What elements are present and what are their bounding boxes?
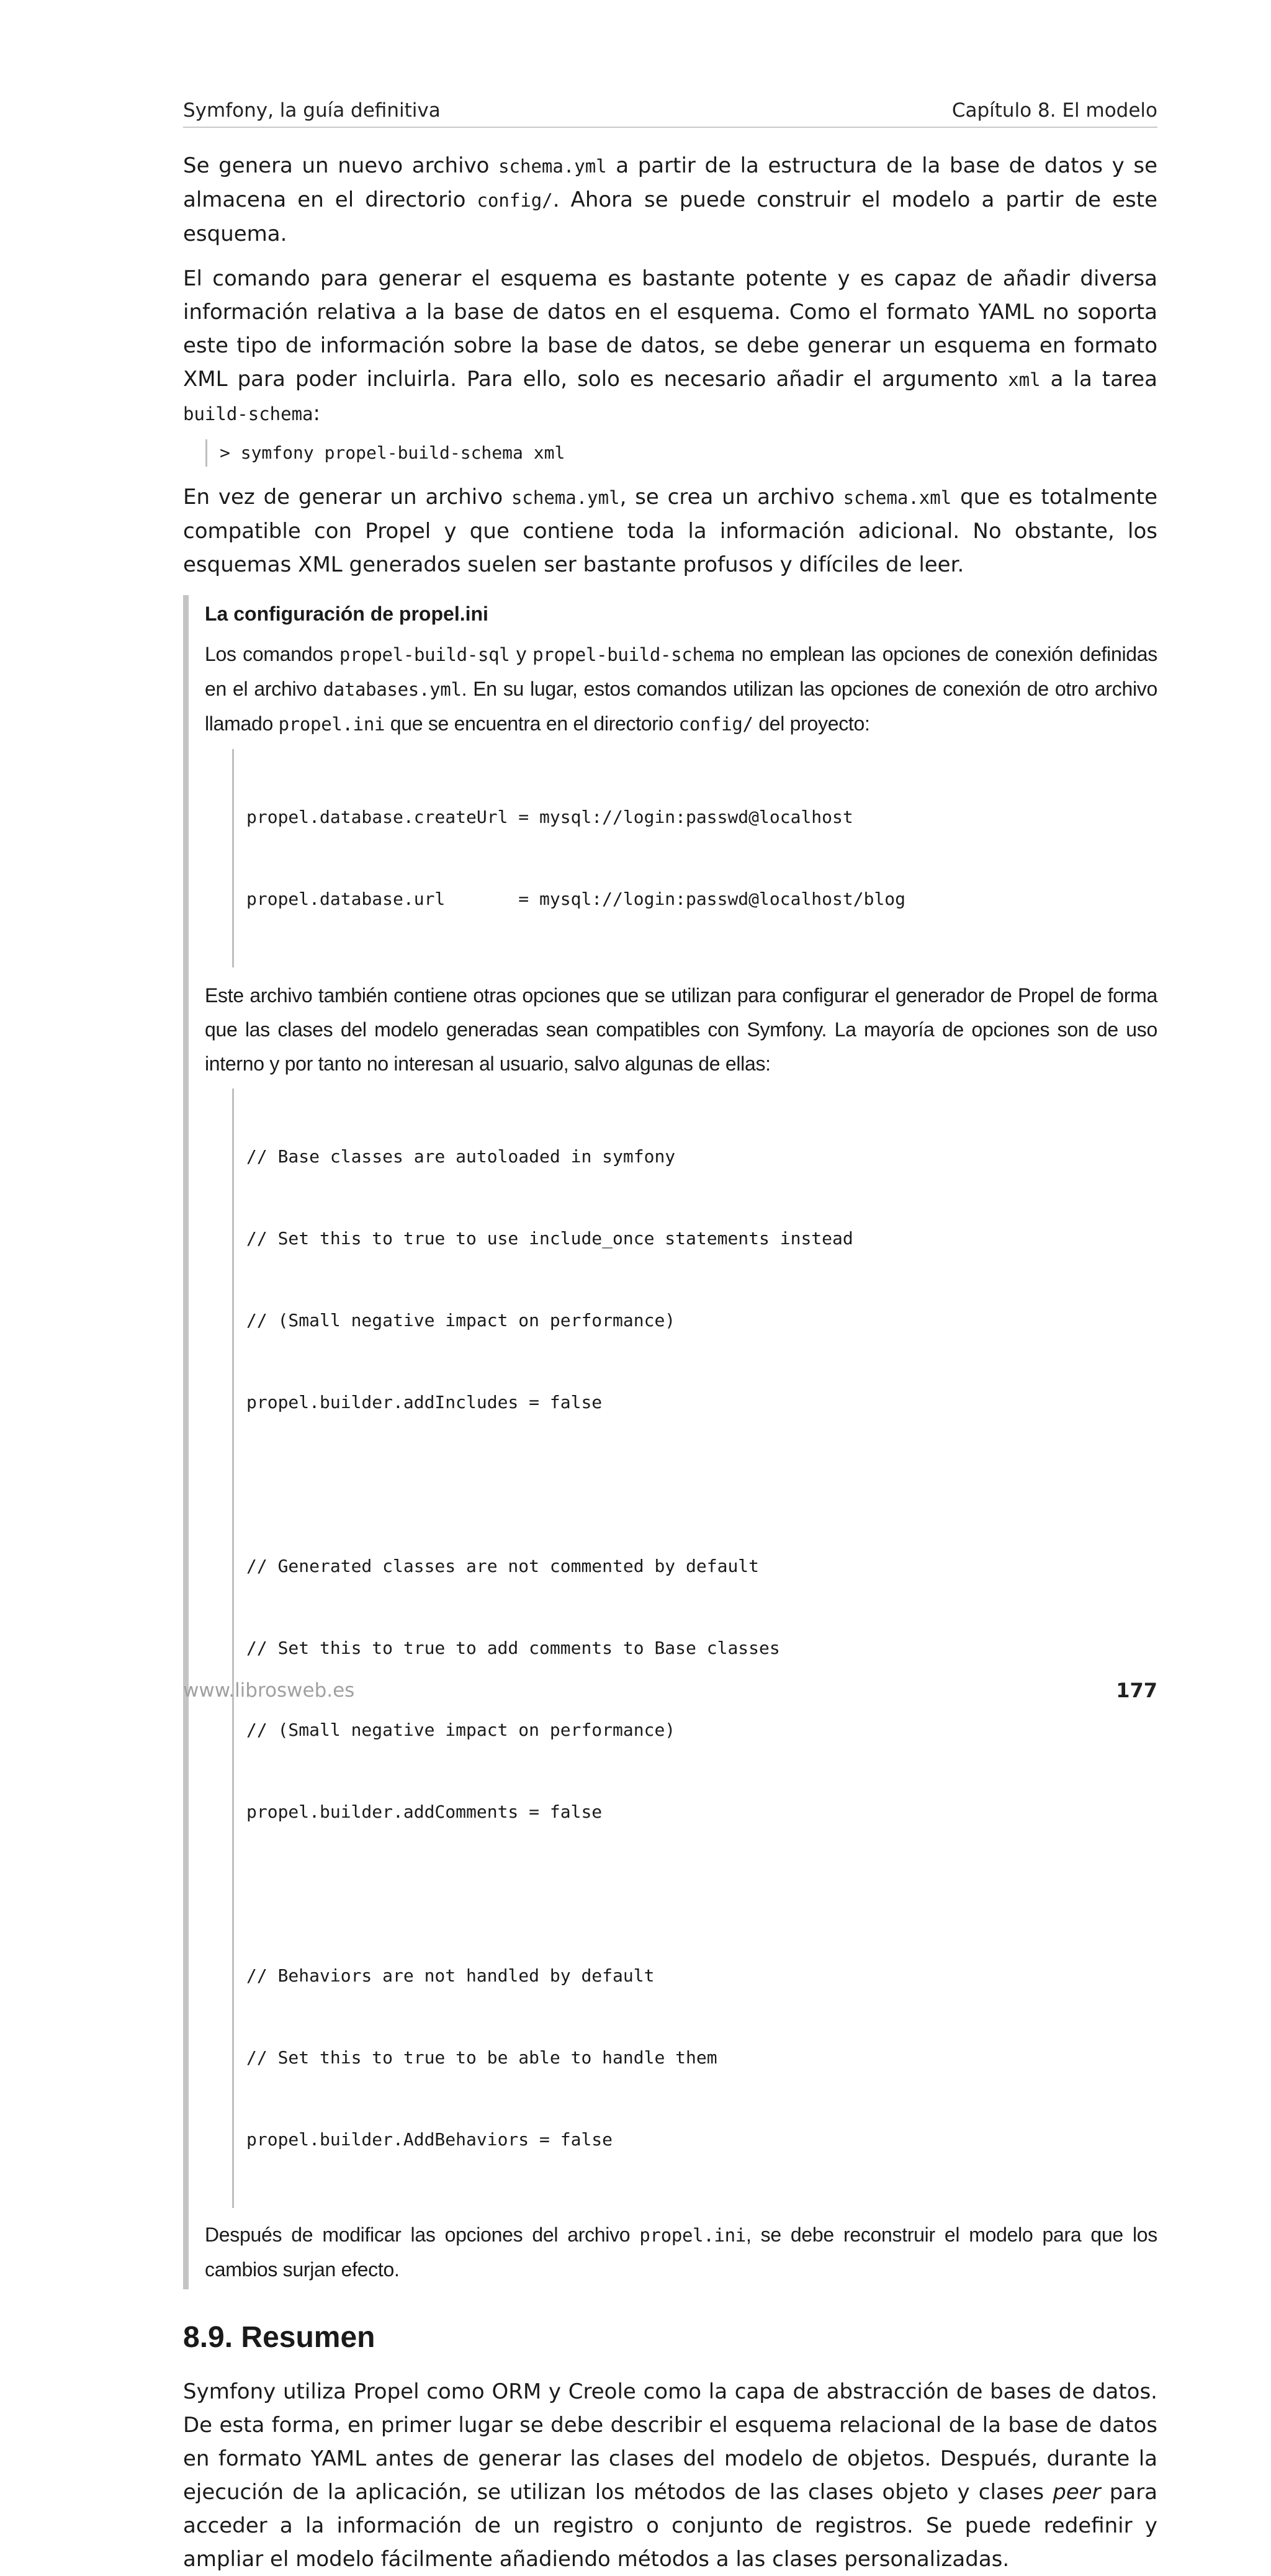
code-line: // Behaviors are not handled by default	[246, 1965, 655, 1986]
code-line: propel.database.createUrl = mysql://login:passwd@localhost	[246, 807, 853, 827]
command-block: > symfony propel-build-schema xml	[205, 439, 1157, 467]
paragraph-schema-generated: Se genera un nuevo archivo schema.yml a partir de la estructura de la base de datos y se almacena en el directorio config/. Ahora se puede construir el modelo a partir de este esquema.	[183, 153, 1157, 246]
sidebar-paragraph-options: Este archivo también contiene otras opciones que se utilizan para configurar el generador de Propel de forma que las clases del modelo generadas sean compatibles con Symfony. La mayoría de opciones son de uso interno y por tanto no interesan al usuario, salvo algunas de ellas:	[205, 984, 1157, 1075]
code-line: propel.builder.addIncludes = false	[246, 1392, 603, 1412]
page-footer	[183, 1679, 1157, 1702]
code-line: // Set this to true to use include_once statements instead	[246, 1228, 853, 1249]
sidebar-paragraph-connection: Los comandos propel-build-sql y propel-build-schema no emplean las opciones de conexión definidas en el archivo databases.yml. En su lugar, estos comandos utilizan las opciones de conexión de otro archivo llamado propel.ini que se encuentra en el directorio config/ del proyecto:	[205, 643, 1157, 735]
sidebar-title: La configuración de propel.ini	[205, 603, 488, 625]
page-content	[183, 93, 1157, 2576]
code-line: propel.builder.addComments = false	[246, 1802, 603, 1822]
code-line: propel.database.url = mysql://login:passwd@localhost/blog	[246, 889, 906, 909]
code-line: // (Small negative impact on performance)	[246, 1310, 676, 1331]
paragraph-schema-xml: En vez de generar un archivo schema.yml, se crea un archivo schema.xml que es totalmente compatible con Propel y que contiene toda la información adicional. No obstante, los esquemas XML generados suelen ser bastante profusos y difíciles de leer.	[183, 485, 1157, 577]
summary-paragraph: Symfony utiliza Propel como ORM y Creole como la capa de abstracción de bases de datos. De esta forma, en primer lugar se debe describir el esquema relacional de la base de datos en formato YAML antes de generar las clases del modelo de objetos. Después, durante la ejecución de la aplicación, se utilizan los métodos de las clases objeto y clases peer para acceder a la información de un registro o conjunto de registros. Se puede redefinir y ampliar el modelo fácilmente añadiendo métodos a las clases personalizadas.	[183, 2379, 1158, 2572]
code-line	[246, 1880, 1157, 1908]
inline-code: propel-build-sql	[339, 644, 510, 665]
code-line: // (Small negative impact on performance)	[246, 1720, 676, 1740]
code-line: // Base classes are autoloaded in symfony	[246, 1146, 676, 1167]
paragraph-build-schema-xml: El comando para generar el esquema es bastante potente y es capaz de añadir diversa información relativa a la base de datos en el esquema. Como el formato YAML no soporta este tipo de información sobre la base de datos, se debe generar un esquema en formato XML para poder incluirla. Para ello, solo es necesario añadir el argumento xml a la tarea build-schema:	[183, 266, 1157, 426]
code-line: // Set this to true to be able to handle them	[246, 2047, 717, 2068]
inline-code: schema.yml	[511, 487, 620, 508]
code-line: // Set this to true to add comments to Base classes	[246, 1638, 780, 1658]
book-title: Symfony, la guía definitiva	[183, 99, 441, 122]
code-block-database-urls	[232, 749, 1157, 967]
inline-code: config/	[678, 714, 753, 735]
inline-code: config/	[477, 190, 553, 211]
running-header	[183, 93, 1157, 128]
footer-url: www.librosweb.es	[183, 1679, 355, 1702]
inline-code: schema.xml	[843, 487, 952, 508]
inline-code: build-schema	[183, 403, 313, 424]
inline-code: databases.yml	[323, 679, 462, 700]
propel-ini-sidebar	[183, 595, 1157, 2289]
chapter-title: Capítulo 8. El modelo	[951, 99, 1157, 122]
inline-code: schema.yml	[498, 156, 607, 177]
inline-code: propel-build-schema	[532, 644, 735, 665]
emphasis: peer	[1053, 2480, 1101, 2505]
section-heading: 8.9. Resumen	[183, 2321, 375, 2354]
code-line: // Generated classes are not commented by default	[246, 1556, 760, 1576]
inline-code: propel.ini	[278, 714, 385, 735]
inline-code: xml	[1008, 369, 1041, 390]
sidebar-paragraph-rebuild: Después de modificar las opciones del archivo propel.ini, se debe reconstruir el modelo para que los cambios surjan efecto.	[205, 2224, 1157, 2281]
code-block-builder-options	[232, 1088, 1157, 2208]
inline-code: propel.ini	[639, 2225, 746, 2246]
code-line	[246, 1471, 1157, 1498]
page-number: 177	[1116, 1679, 1157, 1702]
code-line: propel.builder.AddBehaviors = false	[246, 2129, 613, 2150]
